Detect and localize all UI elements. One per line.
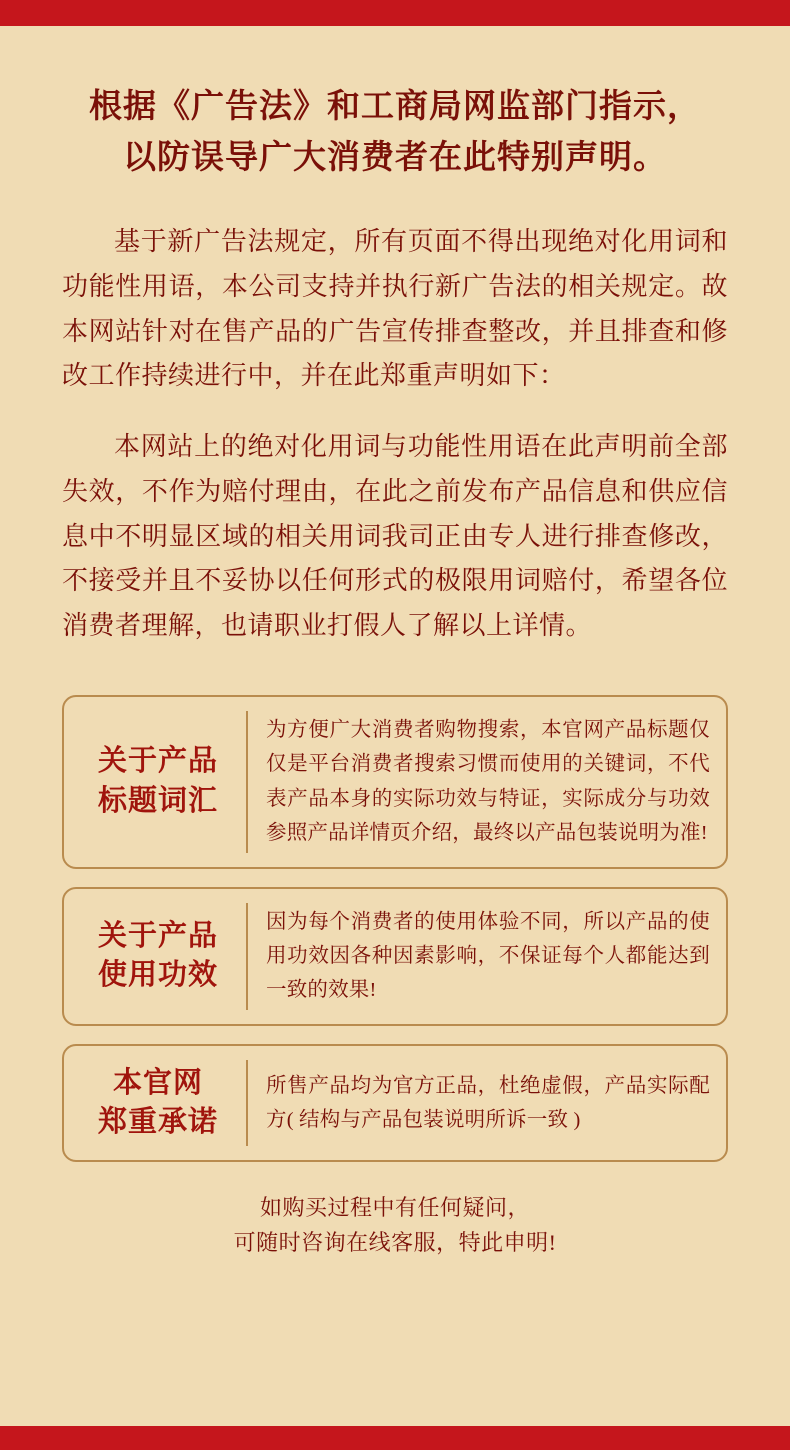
card-body: 因为每个消费者的使用体验不同，所以产品的使用功效因各种因素影响，不保证每个人都能达到一致的效果!	[266, 910, 710, 1002]
paragraph-1: 基于新广告法规定，所有页面不得出现绝对化用词和功能性用语，本公司支持并执行新广告法的相关规定。故本网站针对在售产品的广告宣传排查整改，并且排查和修改工作持续进行中，并在此郑重声明如下：	[62, 227, 728, 391]
footer-line-2: 可随时咨询在线客服，特此申明!	[233, 1230, 557, 1256]
bottom-red-bar	[0, 1426, 790, 1450]
card-title	[70, 903, 248, 1010]
card-body: 所售产品均为官方正品，杜绝虚假，产品实际配方( 结构与产品包装说明所诉一致 )	[266, 1074, 710, 1131]
card-title-line-1: 本官网	[112, 1066, 203, 1099]
page-title	[62, 82, 728, 184]
card-title-line-1: 关于产品	[97, 920, 218, 953]
footer-note	[62, 1190, 728, 1260]
card-title-line-2: 使用功效	[97, 959, 218, 992]
statement-card	[62, 1044, 728, 1162]
paper-sheet	[0, 26, 790, 1426]
card-title-line-2: 郑重承诺	[97, 1105, 218, 1138]
statement-card	[62, 887, 728, 1026]
top-red-bar	[0, 0, 790, 26]
card-body: 为方便广大消费者购物搜索，本官网产品标题仅仅是平台消费者搜索习惯而使用的关键词，不代表产品本身的实际功效与特证，实际成分与功效参照产品详情页介绍，最终以产品包装说明为准!	[266, 718, 710, 845]
statement-card	[62, 695, 728, 869]
page-title-line-1: 根据《广告法》和工商局网监部门指示，	[89, 89, 701, 125]
card-title	[70, 1060, 248, 1146]
statement-card-list	[62, 695, 728, 1162]
card-title-line-2: 标题词汇	[97, 784, 218, 817]
card-title	[70, 711, 248, 853]
page-title-line-2: 以防误导广大消费者在此特别声明。	[123, 140, 667, 177]
card-title-line-1: 关于产品	[97, 745, 218, 778]
paragraph-2: 本网站上的绝对化用词与功能性用语在此声明前全部失效，不作为赔付理由，在此之前发布产品信息和供应信息中不明显区域的相关用词我司正由专人进行排查修改，不接受并且不妥协以任何形式的极限用词赔付，希望各位消费者理解，也请职业打假人了解以上详情。	[62, 432, 728, 641]
footer-line-1: 如购买过程中有任何疑问，	[259, 1195, 530, 1221]
